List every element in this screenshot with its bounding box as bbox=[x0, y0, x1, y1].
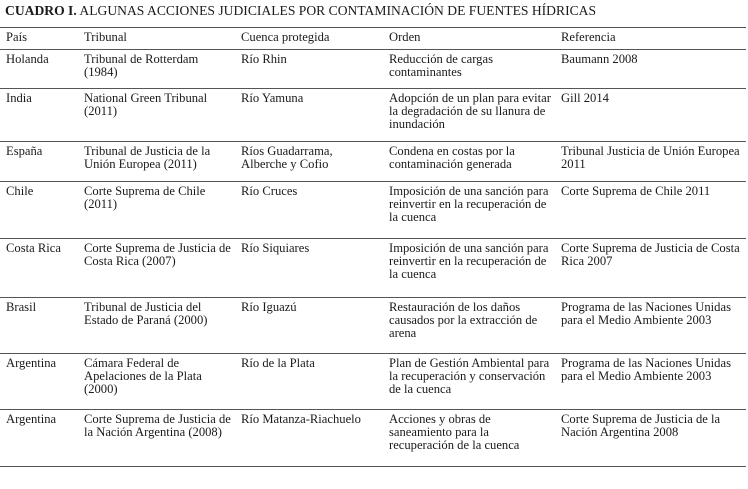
cell-pais: Chile bbox=[0, 182, 78, 239]
table-row bbox=[0, 410, 746, 467]
header-referencia: Referencia bbox=[555, 28, 746, 50]
caption-title: ALGUNAS ACCIONES JUDICIALES POR CONTAMINACIÓN DE FUENTES HÍDRICAS bbox=[79, 3, 597, 18]
cell-cuenca: Río Rhin bbox=[235, 50, 383, 89]
cell-referencia: Programa de las Naciones Unidas para el Medio Ambiente 2003 bbox=[555, 298, 746, 354]
cell-pais: Argentina bbox=[0, 354, 78, 410]
cell-pais: España bbox=[0, 142, 78, 182]
cell-cuenca: Río Yamuna bbox=[235, 89, 383, 142]
cell-cuenca: Río Cruces bbox=[235, 182, 383, 239]
header-pais: País bbox=[0, 28, 78, 50]
cell-orden: Imposición de una sanción para reinvertir en la recuperación de la cuenca bbox=[383, 182, 555, 239]
table-row bbox=[0, 89, 746, 142]
table-header-row bbox=[0, 28, 746, 50]
cell-referencia: Gill 2014 bbox=[555, 89, 746, 142]
cell-tribunal: Tribunal de Justicia de la Unión Europea (2011) bbox=[78, 142, 235, 182]
cell-referencia: Corte Suprema de Justicia de la Nación Argentina 2008 bbox=[555, 410, 746, 467]
table-row bbox=[0, 298, 746, 354]
cell-cuenca: Río Siquiares bbox=[235, 239, 383, 298]
cell-pais: Brasil bbox=[0, 298, 78, 354]
cell-tribunal: Corte Suprema de Chile (2011) bbox=[78, 182, 235, 239]
cell-orden: Acciones y obras de saneamiento para la recuperación de la cuenca bbox=[383, 410, 555, 467]
header-tribunal: Tribunal bbox=[78, 28, 235, 50]
cell-pais: Holanda bbox=[0, 50, 78, 89]
cell-orden: Imposición de una sanción para reinvertir en la recuperación de la cuenca bbox=[383, 239, 555, 298]
cell-tribunal: National Green Tribunal (2011) bbox=[78, 89, 235, 142]
cell-pais: Argentina bbox=[0, 410, 78, 467]
table-caption bbox=[5, 2, 596, 20]
cell-referencia: Tribunal Justicia de Unión Europea 2011 bbox=[555, 142, 746, 182]
cell-orden: Restauración de los daños causados por la extracción de arena bbox=[383, 298, 555, 354]
cell-orden: Reducción de cargas contaminantes bbox=[383, 50, 555, 89]
cell-orden: Plan de Gestión Ambiental para la recuperación y conservación de la cuenca bbox=[383, 354, 555, 410]
judicial-actions-table bbox=[0, 27, 746, 467]
cell-referencia: Corte Suprema de Chile 2011 bbox=[555, 182, 746, 239]
cell-pais: Costa Rica bbox=[0, 239, 78, 298]
header-orden: Orden bbox=[383, 28, 555, 50]
cell-cuenca: Ríos Guadarrama, Alberche y Cofio bbox=[235, 142, 383, 182]
cell-referencia: Corte Suprema de Justicia de Costa Rica 2007 bbox=[555, 239, 746, 298]
cell-cuenca: Río de la Plata bbox=[235, 354, 383, 410]
cell-cuenca: Río Iguazú bbox=[235, 298, 383, 354]
cell-referencia: Baumann 2008 bbox=[555, 50, 746, 89]
cell-tribunal: Tribunal de Justicia del Estado de Paraná (2000) bbox=[78, 298, 235, 354]
cell-tribunal: Corte Suprema de Justicia de la Nación Argentina (2008) bbox=[78, 410, 235, 467]
cell-tribunal: Corte Suprema de Justicia de Costa Rica (2007) bbox=[78, 239, 235, 298]
table-row bbox=[0, 239, 746, 298]
table-row bbox=[0, 142, 746, 182]
header-cuenca: Cuenca protegida bbox=[235, 28, 383, 50]
cell-orden: Adopción de un plan para evitar la degradación de su llanura de inundación bbox=[383, 89, 555, 142]
cell-pais: India bbox=[0, 89, 78, 142]
table-row bbox=[0, 354, 746, 410]
caption-label: CUADRO I. bbox=[5, 3, 77, 18]
table-row bbox=[0, 182, 746, 239]
cell-referencia: Programa de las Naciones Unidas para el Medio Ambiente 2003 bbox=[555, 354, 746, 410]
cell-tribunal: Tribunal de Rotterdam (1984) bbox=[78, 50, 235, 89]
cell-orden: Condena en costas por la contaminación generada bbox=[383, 142, 555, 182]
cell-cuenca: Río Matanza-Riachuelo bbox=[235, 410, 383, 467]
table-row bbox=[0, 50, 746, 89]
cell-tribunal: Cámara Federal de Apelaciones de la Plata (2000) bbox=[78, 354, 235, 410]
